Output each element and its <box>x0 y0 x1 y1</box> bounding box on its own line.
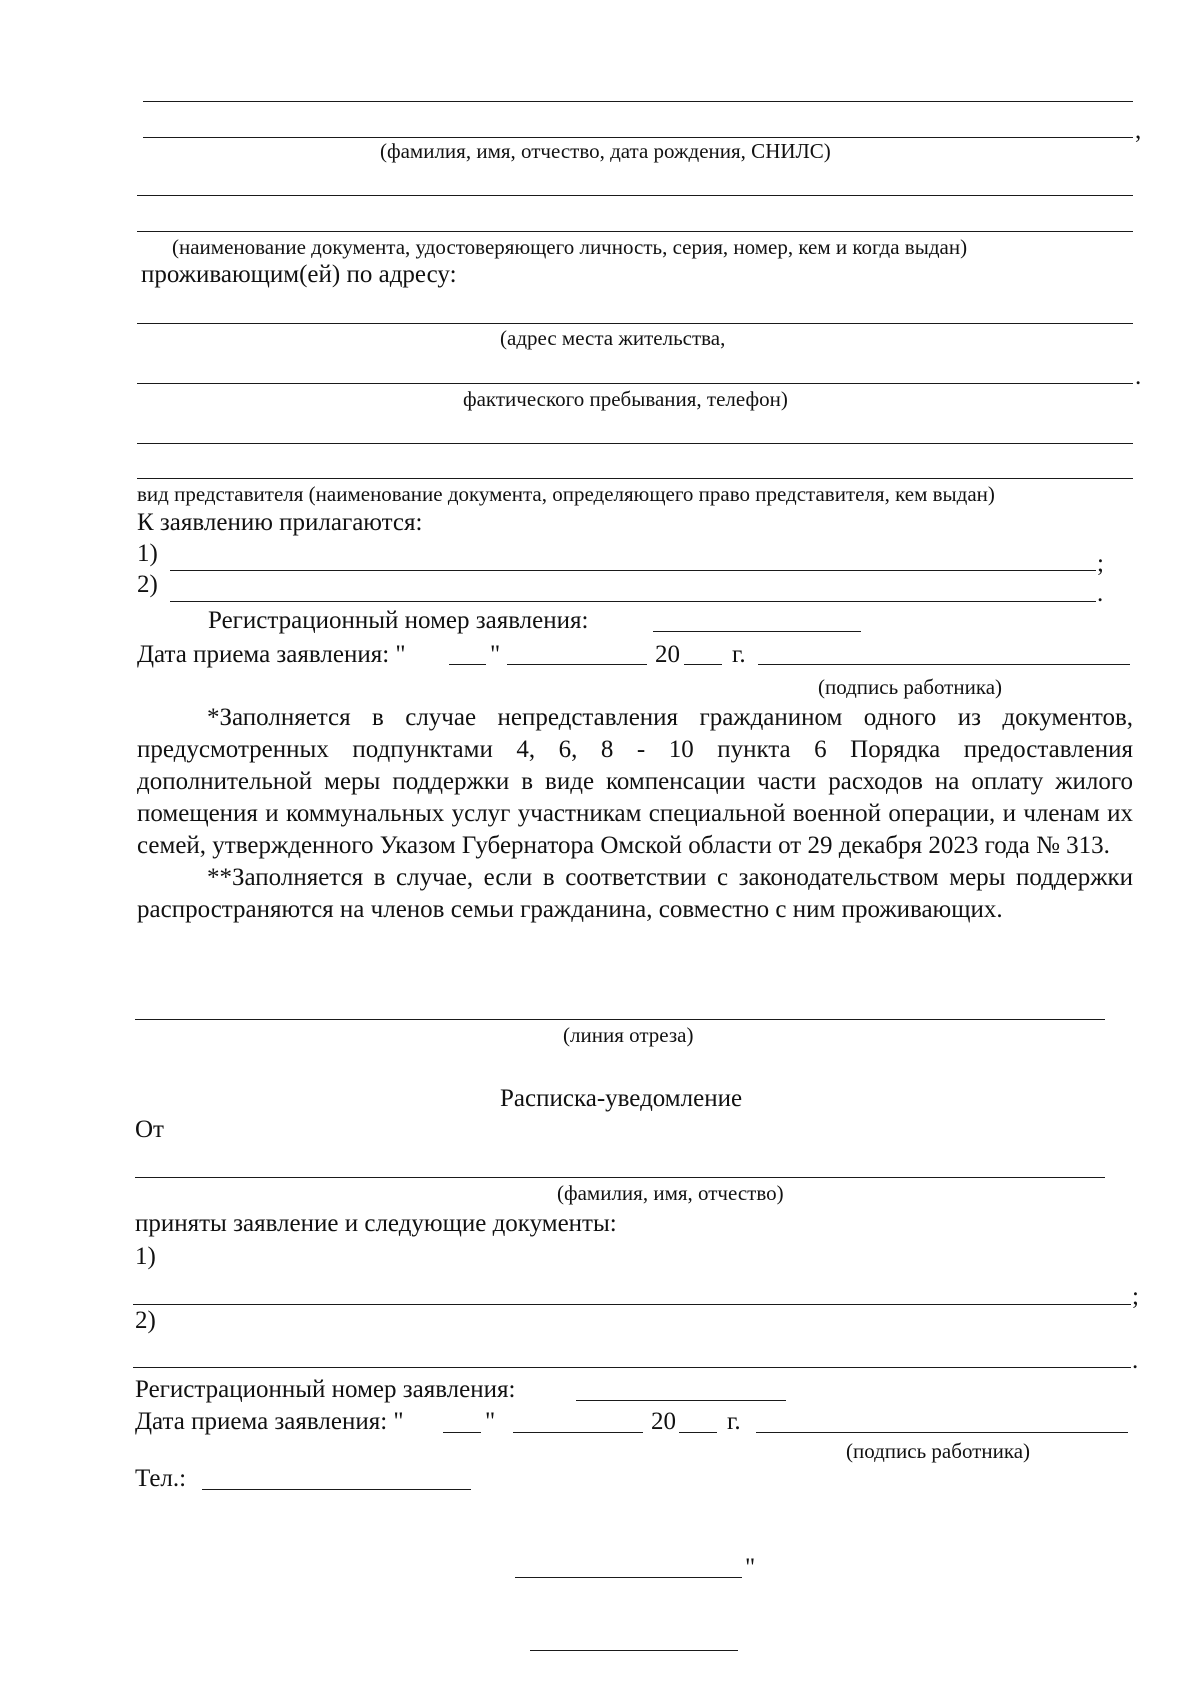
residing-label: проживающим(ей) по адресу: <box>141 261 457 288</box>
attachment-1-end: ; <box>1097 550 1104 577</box>
receipt-item-1-end: ; <box>1132 1283 1139 1310</box>
date-quote-close: " <box>490 641 501 668</box>
receipt-item-2-number: 2) <box>135 1307 156 1334</box>
receipt-date-label: Дата приема заявления: " <box>135 1408 404 1435</box>
reg-number-line[interactable] <box>653 631 861 632</box>
address-period: . <box>1135 363 1142 390</box>
address-line[interactable] <box>137 323 1133 324</box>
receipt-closing-line-2[interactable] <box>530 1650 738 1651</box>
attachment-2-line[interactable] <box>170 601 1096 602</box>
actual-stay-caption: фактического пребывания, телефон) <box>463 387 788 411</box>
date-month-line[interactable] <box>507 664 647 665</box>
attachment-1-line[interactable] <box>170 570 1096 571</box>
doc-caption: (наименование документа, удостоверяющего личность, серия, номер, кем и когда выдан) <box>172 235 968 259</box>
receipt-signature-line[interactable] <box>756 1432 1128 1433</box>
cut-line <box>135 1019 1105 1020</box>
receipt-closing-line-1[interactable] <box>515 1577 742 1578</box>
receipt-date-year-line[interactable] <box>679 1432 717 1433</box>
receipt-signature-caption: (подпись работника) <box>846 1439 1031 1463</box>
receipt-phone-label: Тел.: <box>135 1465 187 1492</box>
receipt-reg-number-line[interactable] <box>576 1400 786 1401</box>
receipt-item-1-number: 1) <box>135 1243 156 1270</box>
date-year-suffix: г. <box>732 641 746 668</box>
date-year-line[interactable] <box>684 664 722 665</box>
signature-line[interactable] <box>758 664 1130 665</box>
attachment-2-end: . <box>1097 580 1104 607</box>
fio-line-2[interactable] <box>143 137 1133 138</box>
receipt-item-2-end: . <box>1132 1347 1139 1374</box>
receipt-reg-number-label: Регистрационный номер заявления: <box>135 1376 516 1403</box>
representative-line-1[interactable] <box>137 443 1133 444</box>
note-1: *Заполняется в случае непредставления гражданином одного из документов, предусмотренных подпунктами 4, 6, 8 - 10 пункта 6 Порядка предоставления дополнительной меры поддержки в виде компенсации части расходов на оплату жилого помещения и коммунальных услуг участникам специальной военной операции, и членам их семей, утвержденного Указом Губернатора Омской области от 29 декабря 2023 года № 313. <box>137 704 1133 859</box>
attachments-label: К заявлению прилагаются: <box>137 509 423 536</box>
signature-caption: (подпись работника) <box>818 675 1003 699</box>
fio-line-comma: , <box>1135 117 1142 144</box>
date-day-line[interactable] <box>449 664 486 665</box>
receipt-fio-caption: (фамилия, имя, отчество) <box>557 1181 784 1205</box>
receipt-closing-quote: " <box>745 1554 756 1581</box>
reg-number-label: Регистрационный номер заявления: <box>208 607 589 634</box>
cut-line-caption: (линия отреза) <box>563 1023 694 1047</box>
fio-line-1[interactable] <box>143 101 1133 102</box>
doc-line-1[interactable] <box>137 195 1133 196</box>
fio-caption: (фамилия, имя, отчество, дата рождения, СНИЛС) <box>380 139 831 163</box>
receipt-from-label: От <box>135 1116 164 1143</box>
receipt-accepted-label: приняты заявление и следующие документы: <box>135 1210 617 1237</box>
receipt-date-quote-close: " <box>485 1408 496 1435</box>
receipt-date-month-line[interactable] <box>513 1432 643 1433</box>
date-year-prefix: 20 <box>655 641 680 668</box>
receipt-phone-line[interactable] <box>202 1489 471 1490</box>
note-2: **Заполняется в случае, если в соответствии с законодательством меры поддержки распространяются на членов семьи гражданина, совместно с ним проживающих. <box>137 864 1133 923</box>
receipt-item-1-line[interactable] <box>133 1304 1131 1305</box>
representative-line-2[interactable] <box>137 478 1133 479</box>
receipt-date-day-line[interactable] <box>443 1432 481 1433</box>
receipt-fio-line[interactable] <box>135 1177 1105 1178</box>
attachment-1-number: 1) <box>137 540 158 567</box>
doc-line-2[interactable] <box>137 231 1133 232</box>
receipt-title: Расписка-уведомление <box>500 1085 743 1112</box>
representative-caption: вид представителя (наименование документа, определяющего право представителя, кем выдан) <box>137 482 995 506</box>
actual-stay-line[interactable] <box>137 383 1133 384</box>
notes-block <box>137 702 1133 926</box>
date-label: Дата приема заявления: " <box>137 641 406 668</box>
receipt-item-2-line[interactable] <box>133 1367 1131 1368</box>
attachment-2-number: 2) <box>137 571 158 598</box>
receipt-date-year-suffix: г. <box>727 1408 741 1435</box>
address-caption: (адрес места жительства, <box>500 326 726 350</box>
receipt-date-year-prefix: 20 <box>651 1408 676 1435</box>
